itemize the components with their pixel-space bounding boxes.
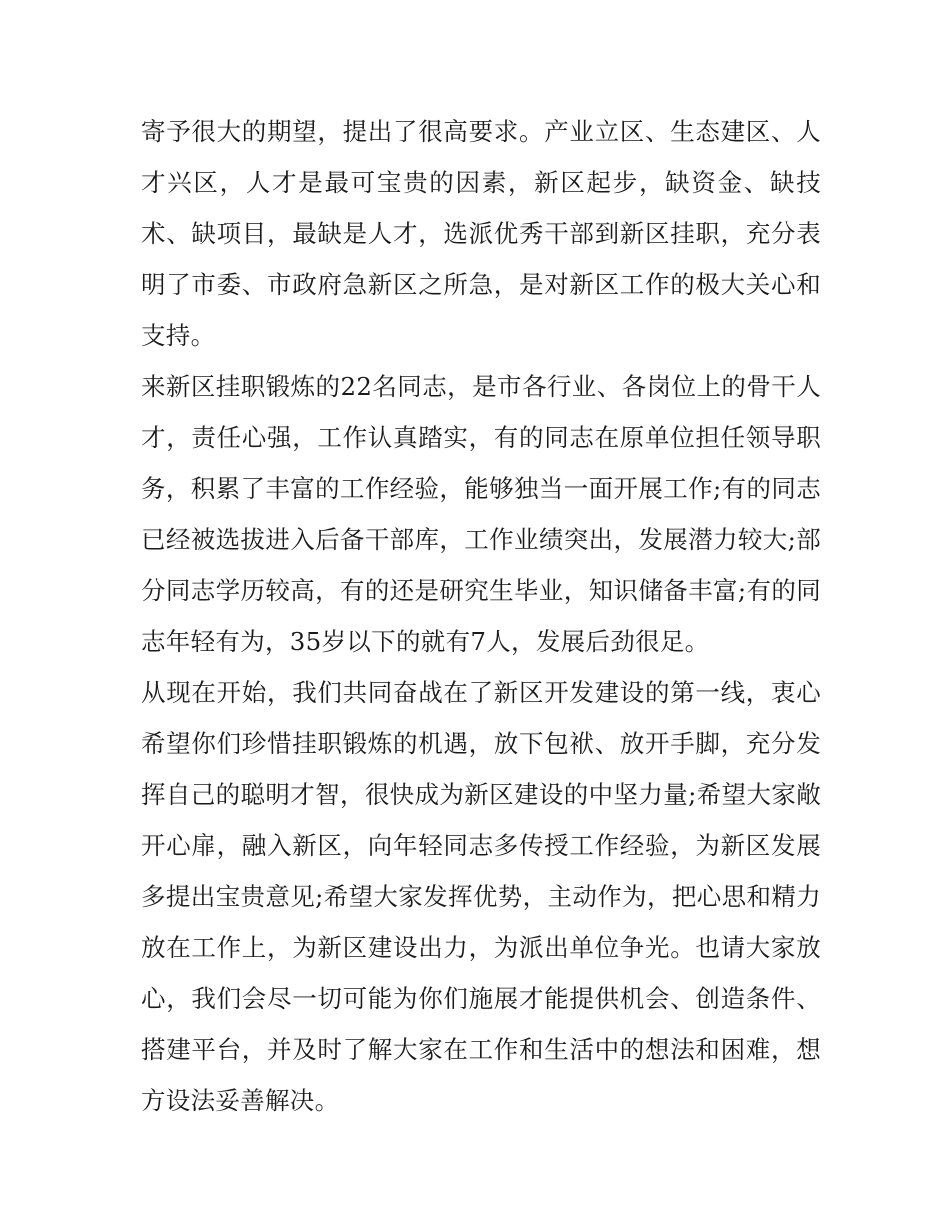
paragraph-2: 来新区挂职锻炼的22名同志，是市各行业、各岗位上的骨干人才，责任心强，工作认真踏实，有的同志在原单位担任领导职务，积累了丰富的工作经验，能够独当一面开展工作;有的同志已经被选拔进入后备干部库，工作业绩突出，发展潜力较大;部分同志学历较高，有的还是研究生毕业，知识储备丰富;有的同志年轻有为，35岁以下的就有7人，发展后劲很足。 — [141, 372, 821, 656]
paragraph-3: 从现在开始，我们共同奋战在了新区开发建设的第一线，衷心希望你们珍惜挂职锻炼的机遇，放下包袱、放开手脚，充分发挥自己的聪明才智，很快成为新区建设的中坚力量;希望大家敞开心扉，融入新区，向年轻同志多传授工作经验，为新区发展多提出宝贵意见;希望大家发挥优势，主动作为，把心思和精力放在工作上，为新区建设出力，为派出单位争光。也请大家放心，我们会尽一切可能为你们施展才能提供机会、创造条件、搭建平台，并及时了解大家在工作和生活中的想法和困难，想方设法妥善解决。 — [141, 678, 821, 1115]
paragraph-1: 寄予很大的期望，提出了很高要求。产业立区、生态建区、人才兴区，人才是最可宝贵的因素，新区起步，缺资金、缺技术、缺项目，最缺是人才，选派优秀干部到新区挂职，充分表明了市委、市政府急新区之所急，是对新区工作的极大关心和支持。 — [141, 117, 821, 350]
document-body — [141, 106, 821, 1126]
